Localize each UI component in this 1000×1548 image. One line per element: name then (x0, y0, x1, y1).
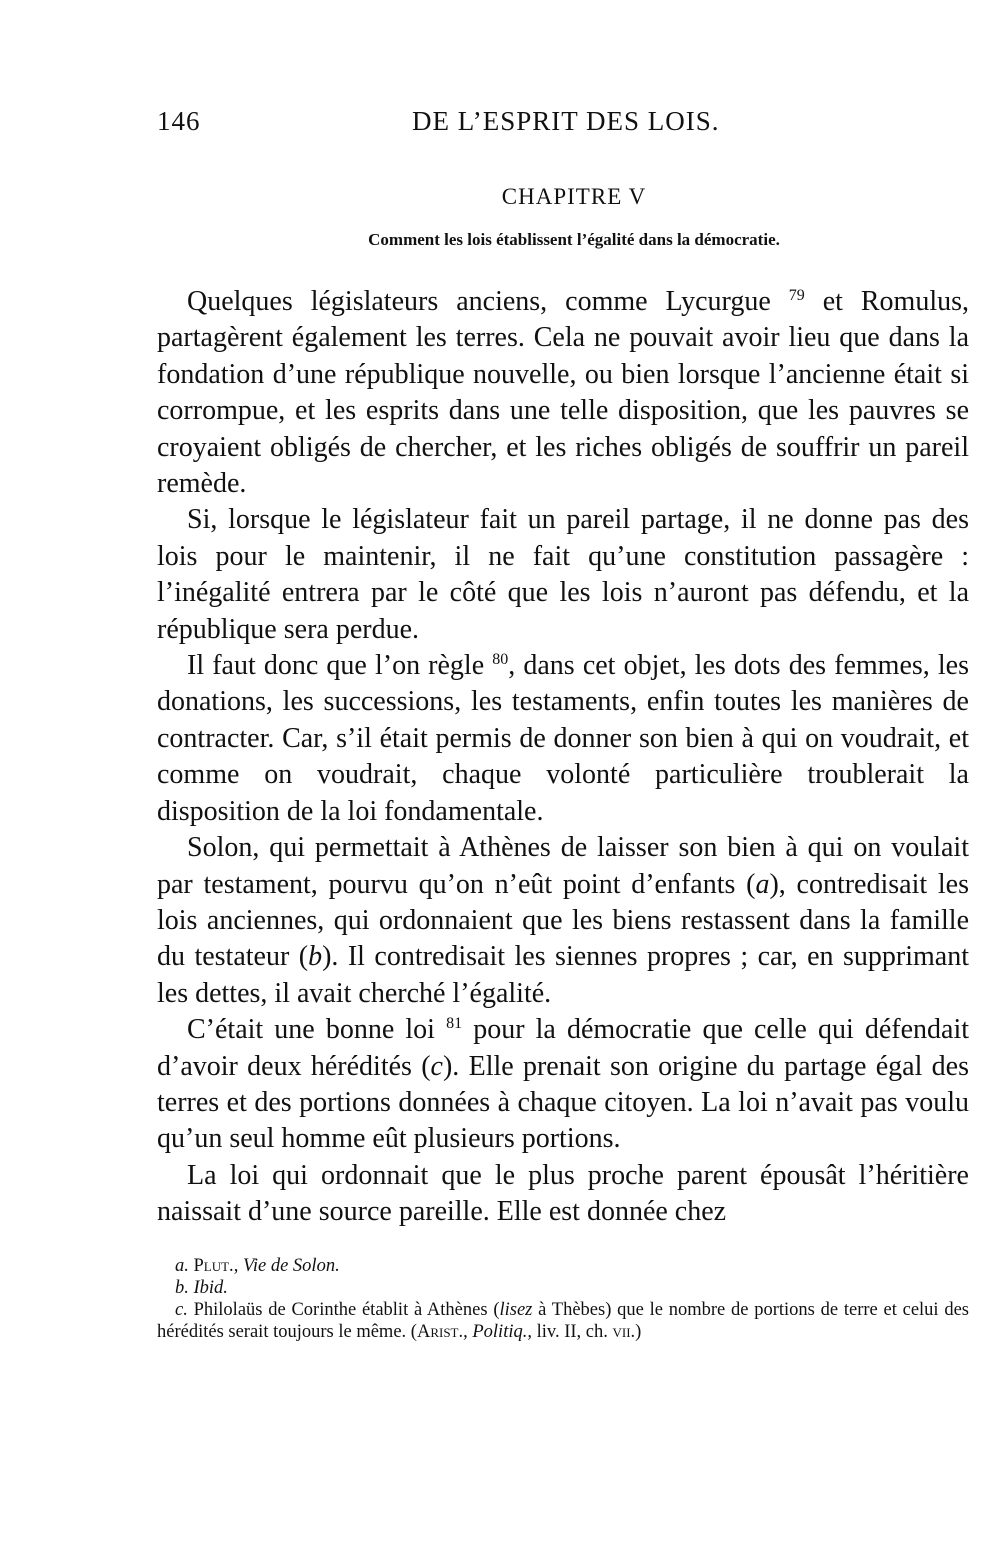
paragraph-2: Si, lorsque le législateur fait un pareil partage, il ne donne pas des lois pour le maintenir, il ne fait qu’une constitution passagère : l’inégalité entrera par le côté que les lois n’auront pas défendu, et la république sera perdue. (157, 504, 969, 645)
paragraph-5: C’était une bonne loi $^{81}$ pour la démocratie que celle qui défendait d’avoir deux hérédités (c). Elle prenait son origine du partage égal des terres et des portions données à chaque citoyen. La loi n’avait pas voulu qu’un seul homme eût plusieurs portions. (157, 1014, 970, 1155)
chapter-body (157, 284, 969, 1231)
footnote-c: c. Philolaüs de Corinthe établit à Athènes (lisez à Thèbes) que le nombre de portions de terre et celui des hérédités serait toujours le même. (Arist., Politiq., liv. II, ch. vii.) (157, 1299, 969, 1342)
note-reference-80: 80 (492, 651, 509, 669)
paragraph-4: Solon, qui permettait à Athènes de laisser son bien à qui on voulait par testament, pourvu qu’on n’eût point d’enfants (a), contredisait les lois anciennes, qui ordonnaient que les biens restassent dans la famille du testateur (b). Il contredisait les siennes propres ; car, en supprimant les dettes, il avait cherché l’égalité. (157, 832, 969, 1009)
paragraph-6: La loi qui ordonnait que le plus proche parent épousât l’héritière naissait d’une source pareille. Elle est donnée chez (157, 1159, 969, 1228)
book-page (157, 100, 969, 1343)
footnote-ref-c: c (430, 1050, 443, 1082)
running-header (157, 100, 969, 140)
paragraph-1: Quelques législateurs anciens, comme Lycurgue $^{79}$ et Romulus, partagèrent également les terres. Cela ne pouvait avoir lieu que dans la fondation d’une république nouvelle, ou bien lorsque l’ancienne était si corrompue, et les esprits dans une telle disposition, que les pauvres se croyaient obligés de chercher, et les riches obligés de souffrir un pareil remède. (157, 286, 969, 500)
footnote-b: b. Ibid. (175, 1277, 228, 1298)
footnote-ref-a: a (755, 868, 770, 900)
chapter-title: CHAPITRE V (501, 184, 647, 209)
footnotes (157, 1255, 969, 1343)
footnote-ref-b: b (308, 941, 323, 973)
book-title: DE L’ESPRIT DES LOIS. (412, 106, 720, 136)
note-reference-81: 81 (446, 1015, 463, 1033)
chapter-subtitle: Comment les lois établissent l’égalité dans la démocratie. (368, 230, 780, 249)
page-number: 146 (157, 106, 201, 136)
paragraph-3: Il faut donc que l’on règle $^{80}$, dans cet objet, les dots des femmes, les donations, les successions, les testaments, enfin toutes les manières de contracter. Car, s’il était permis de donner son bien à qui on voudrait, et comme on voudrait, chaque volonté particulière troublerait la disposition de la loi fondamentale. (157, 650, 969, 827)
note-reference-79: 79 (788, 287, 805, 304)
footnote-a: a. Plut., Vie de Solon. (175, 1255, 340, 1276)
